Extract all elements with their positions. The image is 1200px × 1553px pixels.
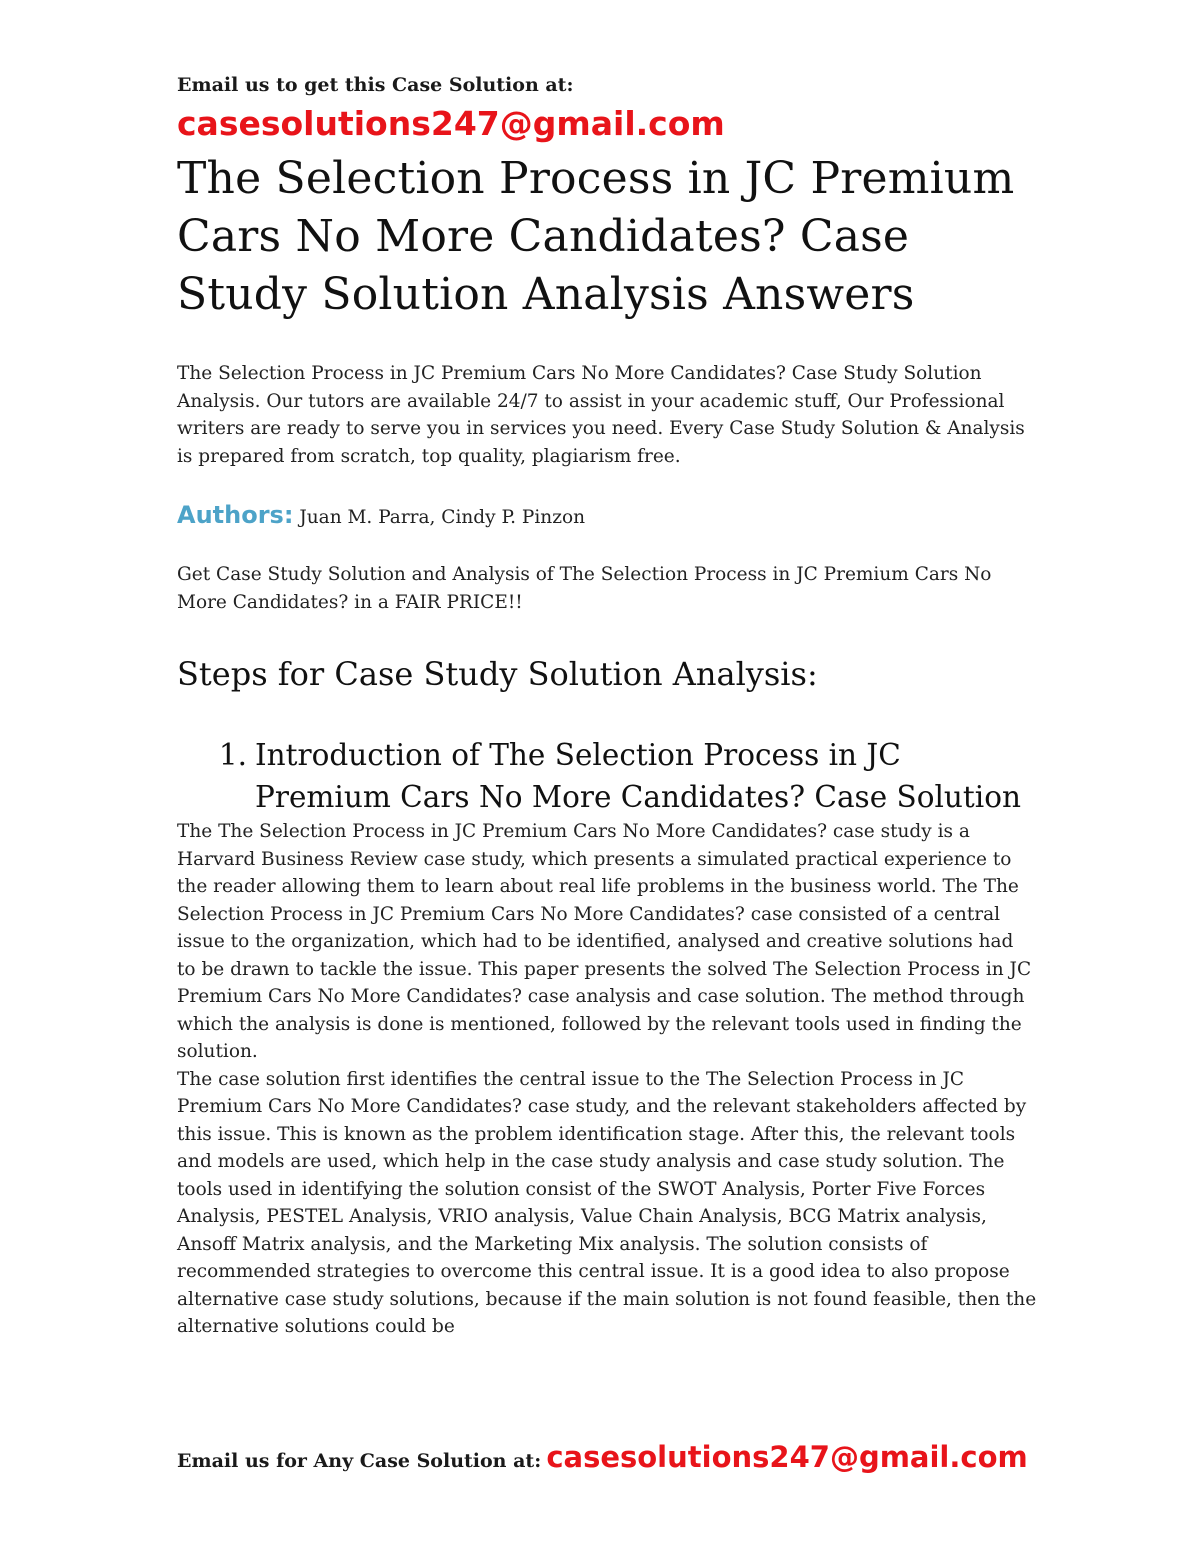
document-content bbox=[177, 72, 1037, 1341]
footer-email-link[interactable]: casesolutions247@gmail.com bbox=[546, 1440, 1028, 1474]
authors-label: Authors: bbox=[177, 501, 294, 529]
email-prompt: Email us to get this Case Solution at: bbox=[177, 74, 574, 96]
body-paragraph: The The Selection Process in JC Premium Cars No More Candidates? case study is a Harvard Business Review case study, which presents a simulated practical experience to the reader allowing them to learn about real life problems in the business world. The The Selection Process in JC Premium Cars No More Candidates? case consisted of a central issue to the organization, which had to be identified, analysed and creative solutions had to be drawn to tackle the issue. This paper presents the solved The Selection Process in JC Premium Cars No More Candidates? case analysis and case solution. The method through which the analysis is done is mentioned, followed by the relevant tools used in finding the solution. bbox=[177, 821, 1032, 1062]
document-title: The Selection Process in JC Premium Cars No More Candidates? Case Study Solution Analysis Answers bbox=[177, 153, 1015, 320]
authors-line bbox=[177, 500, 1037, 533]
authors-names: Juan M. Parra, Cindy P. Pinzon bbox=[299, 507, 586, 528]
intro-paragraph: The Selection Process in JC Premium Cars No More Candidates? Case Study Solution Analysis. Our tutors are available 24/7 to assist in your academic stuff, Our Professional writers are ready to serve you in services you need. Every Case Study Solution & Analysis is prepared from scratch, top quality, plagiarism free. bbox=[177, 363, 1025, 467]
price-paragraph: Get Case Study Solution and Analysis of The Selection Process in JC Premium Cars No More Candidates? in a FAIR PRICE!! bbox=[177, 564, 992, 613]
step-1-heading bbox=[177, 734, 1037, 818]
footer bbox=[177, 1440, 1077, 1474]
step-1-number: 1. bbox=[218, 738, 247, 772]
steps-heading: Steps for Case Study Solution Analysis: bbox=[177, 655, 818, 693]
footer-email-prompt: Email us for Any Case Solution at: bbox=[177, 1450, 542, 1472]
contact-email-link[interactable]: casesolutions247@gmail.com bbox=[177, 104, 725, 143]
body-paragraph: The case solution first identifies the central issue to the The Selection Process in JC Premium Cars No More Candidates? case study, and the relevant stakeholders affected by this issue. This is known as the problem identification stage. After this, the relevant tools and models are used, which help in the case study analysis and case study solution. The tools used in identifying the solution consist of the SWOT Analysis, Porter Five Forces Analysis, PESTEL Analysis, VRIO analysis, Value Chain Analysis, BCG Matrix analysis, Ansoff Matrix analysis, and the Marketing Mix analysis. The solution consists of recommended strategies to overcome this central issue. It is a good idea to also propose alternative case study solutions, because if the main solution is not found feasible, then the alternative solutions could be bbox=[177, 1068, 1037, 1337]
step-1-title: Introduction of The Selection Process in JC Premium Cars No More Candidates? Case Solution bbox=[255, 738, 1021, 814]
